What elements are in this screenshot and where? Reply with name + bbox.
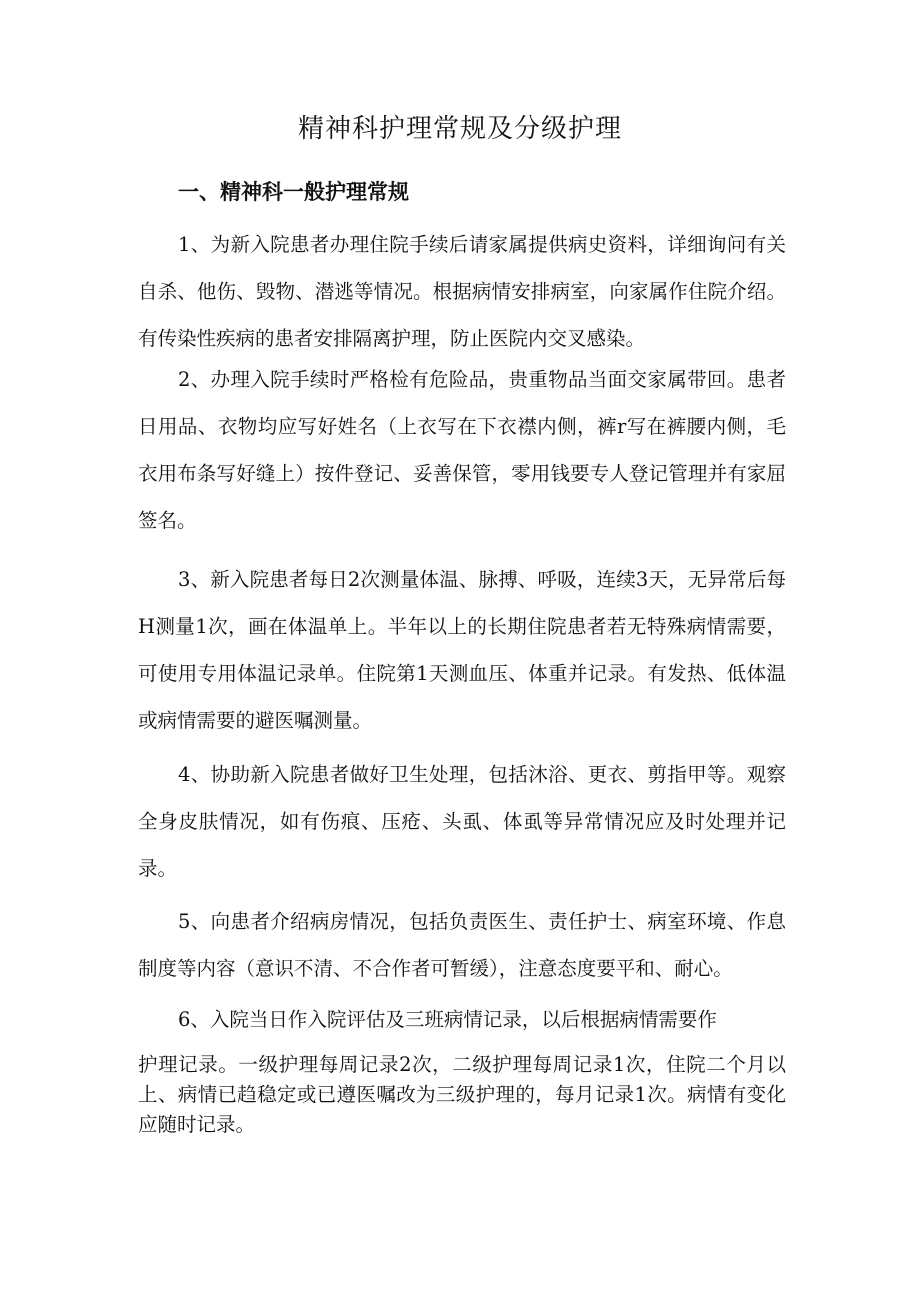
paragraph-5: 5、向患者介绍病房情况，包括负责医生、责任护士、病室环境、作息制度等内容（意识不清、不合作者可暂缓），注意态度要平和、耐心。 bbox=[138, 910, 786, 980]
paragraph-4: 4、协助新入院患者做好卫生处理，包括沐浴、更衣、剪指甲等。观察全身皮肤情况，如有伤痕、压疮、头虱、体虱等异常情况应及时处理并记录。 bbox=[138, 763, 786, 880]
paragraph-6-continuation: 护理记录。一级护理每周记录2次，二级护理每周记录1次，住院二个月以上、病情已趋稳定或已遵医嘱改为三级护理的，每月记录1次。病情有变化应随时记录。 bbox=[138, 1053, 786, 1136]
document-title: 精神科护理常规及分级护理 bbox=[297, 114, 622, 144]
paragraph-3: 3、新入院患者每日2次测量体温、脉搏、呼吸，连续3天，无异常后每H测量1次，画在体温单上。半年以上的长期住院患者若无特殊病情需要，可使用专用体温记录单。住院第1天测血压、体重并记录。有发热、低体温或病情需要的避医嘱测量。 bbox=[138, 568, 786, 732]
paragraph-6: 6、入院当日作入院评估及三班病情记录，以后根据病情需要作 bbox=[178, 1008, 717, 1031]
paragraph-1: 1、为新入院患者办理住院手续后请家属提供病史资料，详细询问有关自杀、他伤、毁物、潜逃等情况。根据病情安排病室，向家属作住院介绍。有传染性疾病的患者安排隔离护理，防止医院内交叉感染。 bbox=[138, 233, 786, 350]
section-heading: 一、精神科一般护理常规 bbox=[178, 180, 409, 204]
paragraph-2: 2、办理入院手续时严格检有危险品，贵重物品当面交家属带回。患者日用品、衣物均应写好姓名（上衣写在下衣襟内侧，裤r写在裤腰内侧，毛衣用布条写好缝上）按件登记、妥善保管，零用钱要专人登记管理并有家屈签名。 bbox=[138, 368, 786, 532]
